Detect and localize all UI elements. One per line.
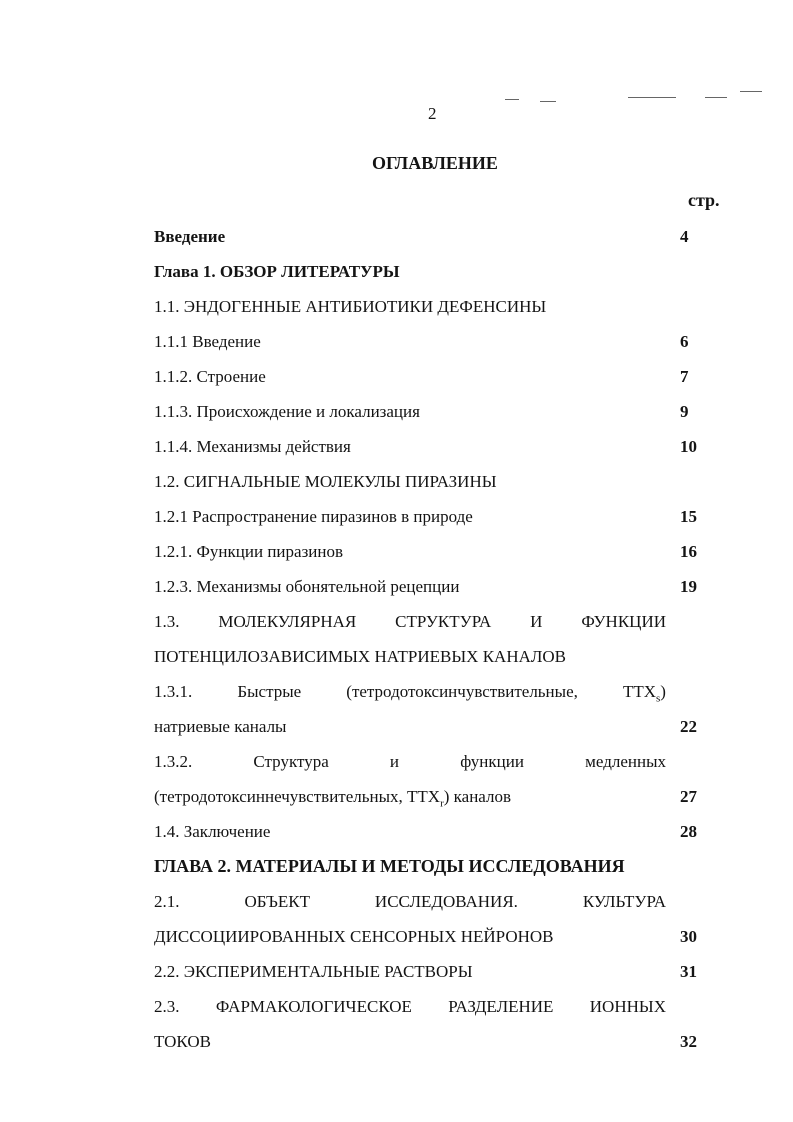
- toc-entry-text: Введение: [154, 227, 226, 246]
- toc-word: (тетродотоксинчувствительные,: [346, 682, 578, 701]
- toc-word: 1.3.2.: [154, 752, 193, 771]
- toc-word: ИССЛЕДОВАНИЯ.: [374, 892, 518, 911]
- toc-entry-page: 10: [680, 437, 697, 456]
- toc-entry-page: 31: [680, 962, 697, 981]
- toc-entry-text: 1.2. СИГНАЛЬНЫЕ МОЛЕКУЛЫ ПИРАЗИНЫ: [154, 472, 497, 491]
- toc-section-2-1: [154, 892, 666, 912]
- scan-speck: [628, 97, 676, 98]
- toc-word: ФАРМАКОЛОГИЧЕСКОЕ: [215, 997, 412, 1016]
- scan-speck: [740, 91, 762, 92]
- toc-word: 2.3.: [154, 997, 180, 1016]
- toc-entry-text: натриевые каналы: [154, 717, 287, 736]
- toc-entry-text: ПОТЕНЦИЛОЗАВИСИМЫХ НАТРИЕВЫХ КАНАЛОВ: [154, 647, 567, 666]
- ttx-close: ): [660, 682, 666, 701]
- ttx-text-b: ) каналов: [443, 787, 511, 806]
- toc-word: И: [530, 612, 543, 631]
- toc-word: МОЛЕКУЛЯРНАЯ: [218, 612, 357, 631]
- toc-entry-text: 1.1.4. Механизмы действия: [154, 437, 351, 456]
- toc-entry-text: ГЛАВА 2. МАТЕРИАЛЫ И МЕТОДЫ ИССЛЕДОВАНИЯ: [154, 856, 625, 876]
- toc-entry-text: 1.1. ЭНДОГЕННЫЕ АНТИБИОТИКИ ДЕФЕНСИНЫ: [154, 297, 547, 316]
- toc-entry-page: 30: [680, 927, 697, 946]
- toc-word: КУЛЬТУРА: [582, 892, 666, 911]
- toc-entry-text: 1.1.3. Происхождение и локализация: [154, 402, 420, 421]
- scan-speck: [540, 101, 556, 102]
- toc-section-1-3: [154, 612, 666, 632]
- toc-word: СТРУКТУРА: [395, 612, 492, 631]
- toc-word: ФУНКЦИИ: [581, 612, 666, 631]
- ttx-subscript: s: [656, 692, 661, 705]
- toc-entry-1-3-2: [154, 752, 666, 772]
- toc-entry-text: 2.2. ЭКСПЕРИМЕНТАЛЬНЫЕ РАСТВОРЫ: [154, 962, 473, 981]
- toc-word: Быстрые: [237, 682, 302, 701]
- ttx-subscript: r: [440, 797, 444, 810]
- toc-word: 1.3.: [154, 612, 180, 631]
- toc-entry-text: 1.2.3. Механизмы обонятельной рецепции: [154, 577, 460, 596]
- toc-entry-text: 1.1.2. Строение: [154, 367, 266, 386]
- toc-entry-page: 32: [680, 1032, 697, 1051]
- toc-entry-text: 1.2.1 Распространение пиразинов в природе: [154, 507, 473, 526]
- toc-entry-text: 1.1.1 Введение: [154, 332, 261, 351]
- toc-word: Структура: [253, 752, 329, 771]
- page-title: ОГЛАВЛЕНИЕ: [372, 153, 498, 173]
- toc-entry-page: 6: [680, 332, 689, 351]
- toc-entry-page: 16: [680, 542, 697, 561]
- toc-word: функции: [460, 752, 524, 771]
- toc-entry-page: 19: [680, 577, 697, 596]
- toc-entry-text: ТОКОВ: [154, 1032, 211, 1051]
- ttx-text-a: (тетродотоксиннечувствительных, TTX: [154, 787, 441, 806]
- page-column-label: стр.: [688, 190, 720, 210]
- toc-entry-page: 22: [680, 717, 697, 736]
- toc-entry-1-3-1: [154, 682, 666, 704]
- toc-word: 2.1.: [154, 892, 180, 911]
- toc-entry-page: 4: [680, 227, 689, 246]
- toc-word: медленных: [585, 752, 666, 771]
- toc-entry-page: 28: [680, 822, 697, 841]
- toc-section-2-3: [154, 997, 666, 1017]
- toc-entry-page: 27: [680, 787, 697, 806]
- toc-entry-page: 9: [680, 402, 689, 421]
- toc-word: ИОННЫХ: [589, 997, 666, 1016]
- page-number: 2: [428, 104, 437, 123]
- scan-speck: [705, 97, 727, 98]
- toc-entry-text: [154, 787, 511, 809]
- toc-word-ttx: [623, 682, 666, 704]
- toc-entry-page: 7: [680, 367, 689, 386]
- toc-entry-text: Глава 1. ОБЗОР ЛИТЕРАТУРЫ: [154, 262, 400, 281]
- scan-speck: [505, 99, 519, 100]
- toc-word: 1.3.1.: [154, 682, 193, 701]
- toc-word: и: [389, 752, 400, 771]
- toc-word: ОБЪЕКТ: [244, 892, 310, 911]
- toc-entry-text: 1.2.1. Функции пиразинов: [154, 542, 344, 561]
- toc-entry-text: ДИССОЦИИРОВАННЫХ СЕНСОРНЫХ НЕЙРОНОВ: [154, 927, 554, 946]
- toc-entry-page: 15: [680, 507, 697, 526]
- toc-word: РАЗДЕЛЕНИЕ: [448, 997, 554, 1016]
- ttx-label: TTX: [622, 682, 657, 701]
- toc-entry-text: 1.4. Заключение: [154, 822, 271, 841]
